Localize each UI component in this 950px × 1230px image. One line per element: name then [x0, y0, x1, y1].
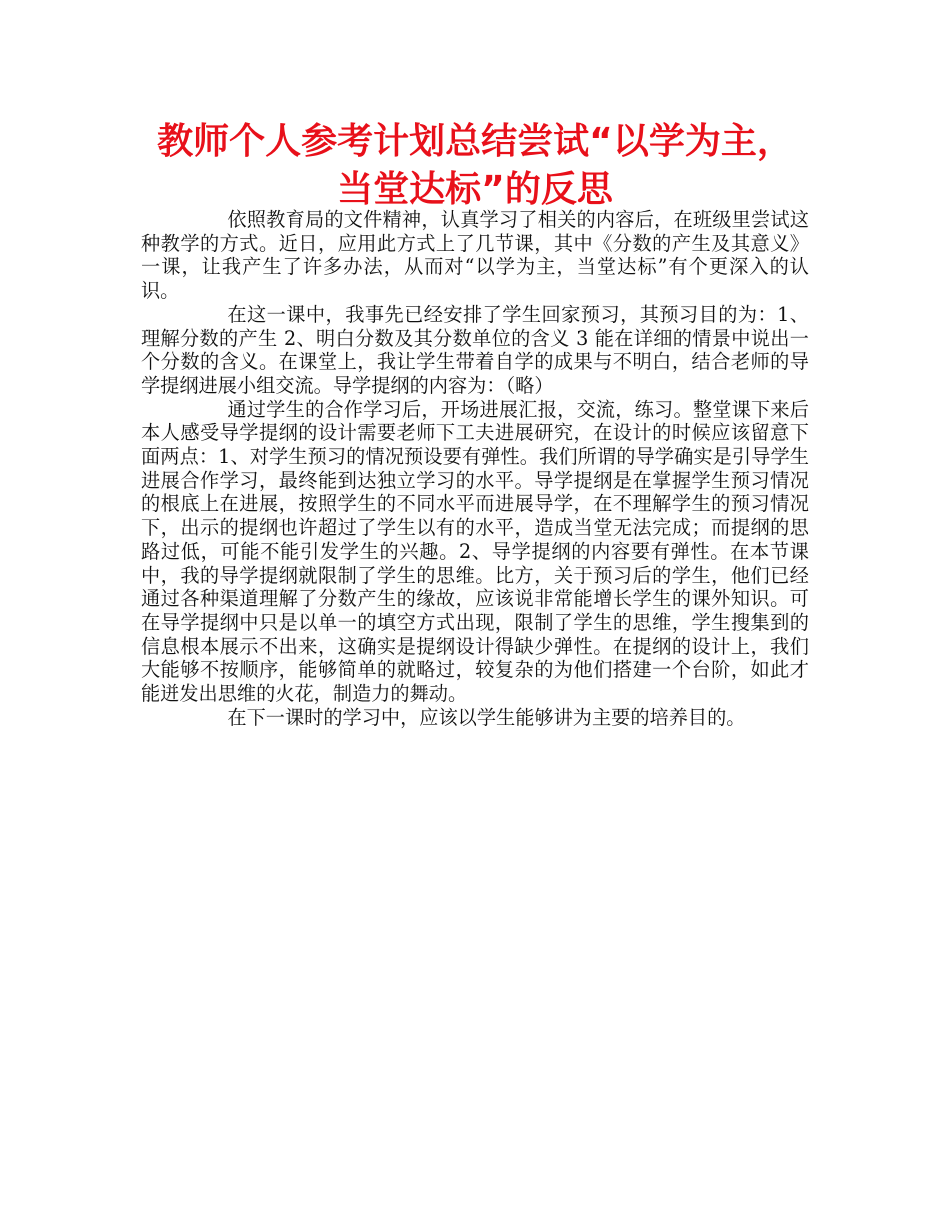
paragraph: 在这一课中，我事先已经安排了学生回家预习，其预习目的为：1、理解分数的产生 2、明白分数及其分数单位的含义 3 能在详细的情景中说出一个分数的含义。在课堂上，我让学生带着自学的成果与不明白，结合老师的导学提纲进展小组交流。导学提纲的内容为：（略） [141, 302, 809, 397]
paragraph: 在下一课时的学习中，应该以学生能够讲为主要的培养目的。 [227, 705, 746, 729]
document-title: 教师个人参考计划总结尝试“以学为主，当堂达标”的反思 [157, 121, 793, 210]
paragraph: 通过学生的合作学习后，开场进展汇报，交流，练习。整堂课下来后本人感受导学提纲的设计需要老师下工夫进展研究，在设计的时候应该留意下面两点：1、对学生预习的情况预设要有弹性。我们所谓的导学确实是引导学生进展合作学习，最终能到达独立学习的水平。导学提纲是在掌握学生预习情况的根底上在进展，按照学生的不同水平而进展导学，在不理解学生的预习情况下，出示的提纲也许超过了学生以有的水平，造成当堂无法完成；而提纲的思路过低，可能不能引发学生的兴趣。2、导学提纲的内容要有弹性。在本节课中，我的导学提纲就限制了学生的思维。比方，关于预习后的学生，他们已经通过各种渠道理解了分数产生的缘故，应该说非常能增长学生的课外知识。可在导学提纲中只是以单一的填空方式出现，限制了学生的思维，学生搜集到的信息根本展示不出来，这确实是提纲设计得缺少弹性。在提纲的设计上，我们大能够不按顺序，能够简单的就略过，较复杂的为他们搭建一个台阶，如此才能迸发出思维的火花，制造力的舞动。 [141, 397, 809, 706]
document-body [141, 208, 809, 729]
paragraph: 依照教育局的文件精神，认真学习了相关的内容后，在班级里尝试这种教学的方式。近日，应用此方式上了几节课，其中《分数的产生及其意义》一课，让我产生了许多办法，从而对“以学为主，当堂达标”有个更深入的认识。 [141, 208, 809, 303]
